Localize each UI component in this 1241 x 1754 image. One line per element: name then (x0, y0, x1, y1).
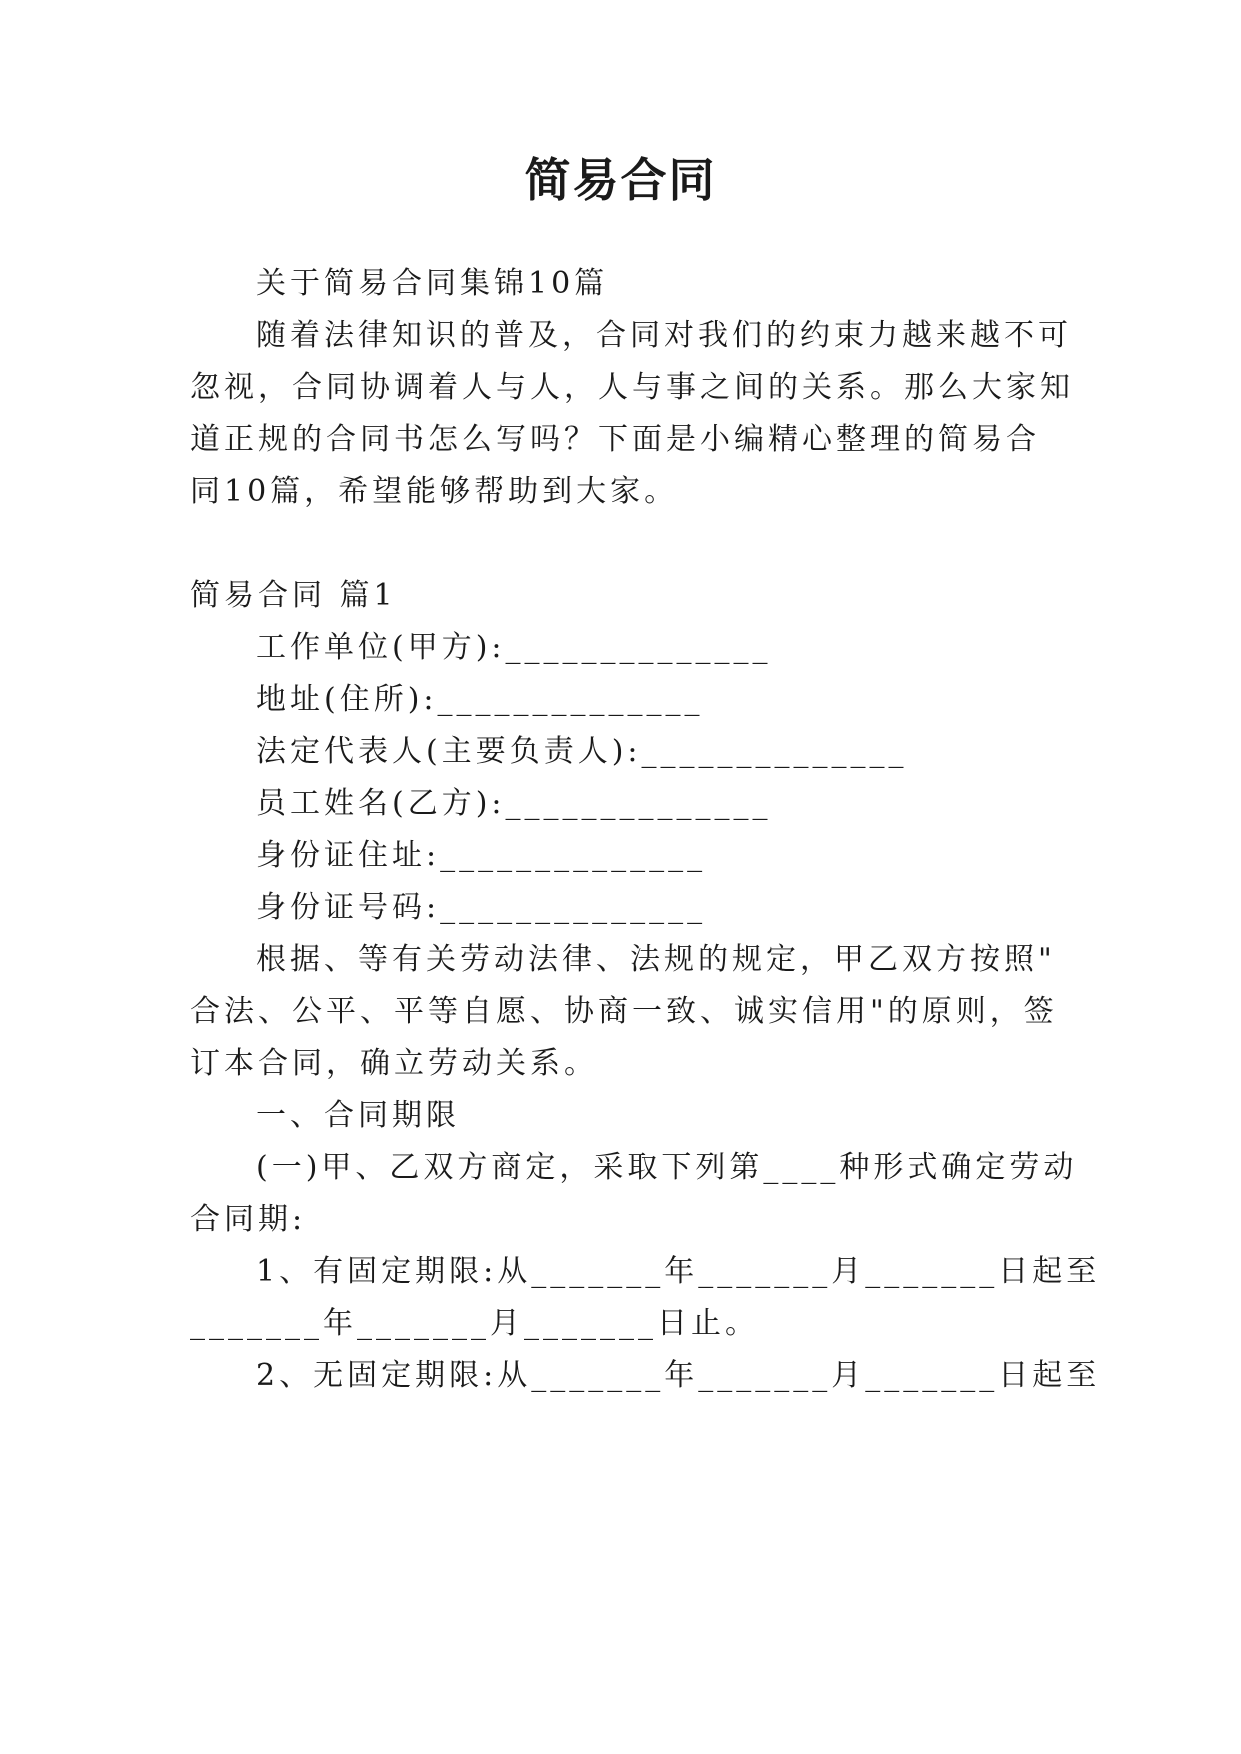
clause-heading: 一、合同期限 (256, 1098, 460, 1133)
employee-name-field: 员工姓名(乙方):______________ (256, 786, 772, 821)
principle-paragraph-line: 根据、等有关劳动法律、法规的规定，甲乙双方按照" (256, 942, 1056, 977)
intro-paragraph-line: 道正规的合同书怎么写吗？下面是小编精心整理的简易合 (190, 422, 1040, 457)
legal-representative-field: 法定代表人(主要负责人):______________ (256, 734, 908, 769)
intro-paragraph-line: 同10篇，希望能够帮助到大家。 (190, 474, 679, 509)
document-title: 简易合同 (524, 153, 717, 207)
open-term-line: 2、无固定期限:从_______年_______月_______日起至 (256, 1358, 1101, 1393)
address-field: 地址(住所):______________ (256, 682, 704, 717)
fixed-term-line: _______年_______月_______日止。 (190, 1306, 759, 1341)
id-number-field: 身份证号码:______________ (256, 890, 707, 925)
section-heading: 简易合同 篇1 (190, 578, 397, 613)
intro-paragraph-line: 忽视，合同协调着人与人，人与事之间的关系。那么大家知 (190, 370, 1074, 405)
fixed-term-line: 1、有固定期限:从_______年_______月_______日起至 (256, 1254, 1101, 1289)
intro-subtitle: 关于简易合同集锦10篇 (256, 266, 609, 301)
principle-paragraph-line: 合法、公平、平等自愿、协商一致、诚实信用"的原则，签 (190, 994, 1058, 1029)
intro-paragraph-line: 随着法律知识的普及，合同对我们的约束力越来越不可 (256, 318, 1072, 353)
id-address-field: 身份证住址:______________ (256, 838, 707, 873)
clause-text-line: (一)甲、乙双方商定，采取下列第____种形式确定劳动 (256, 1150, 1078, 1185)
clause-text-line: 合同期: (190, 1202, 307, 1237)
employer-field: 工作单位(甲方):______________ (256, 630, 772, 665)
principle-paragraph-line: 订本合同，确立劳动关系。 (190, 1046, 598, 1081)
